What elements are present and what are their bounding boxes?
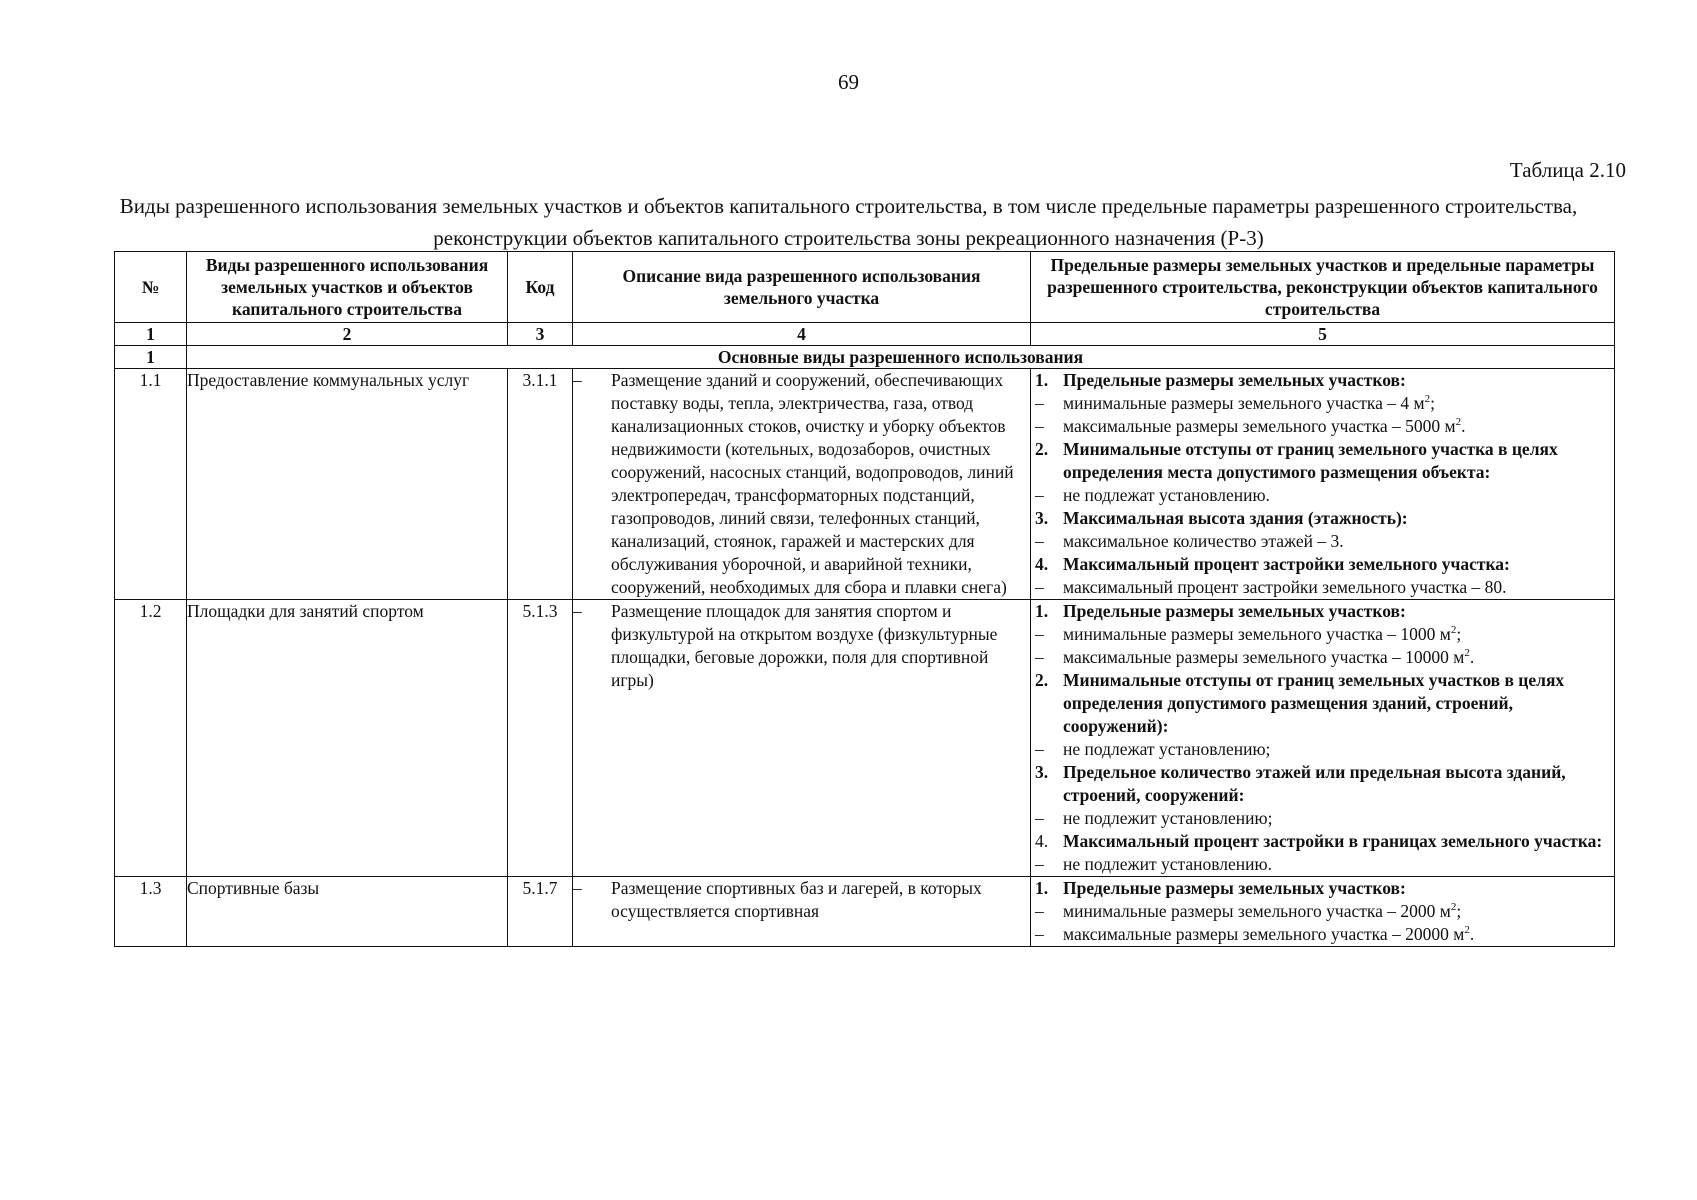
header-num: №	[115, 252, 187, 323]
param-mark: 1.	[1035, 601, 1049, 621]
param-value: не подлежит установлению;	[1063, 808, 1273, 828]
param-heading: Предельные размеры земельных участков:	[1063, 601, 1406, 621]
column-number: 1	[115, 323, 187, 346]
section-title: Основные виды разрешенного использования	[187, 346, 1615, 369]
row-num: 1.2	[115, 600, 187, 877]
param-mark: –	[1035, 577, 1044, 597]
param-value: максимальные размеры земельного участка – 10000 $м^2$.	[1063, 647, 1475, 667]
param-heading: Максимальный процент застройки земельного участка:	[1063, 554, 1510, 574]
table-row	[115, 600, 1615, 877]
dash-marker: –	[573, 370, 582, 390]
param-heading: Максимальный процент застройки в границах земельного участка:	[1063, 831, 1603, 851]
param-value: максимальное количество этажей – 3.	[1063, 531, 1344, 551]
param-mark: 1.	[1035, 370, 1049, 390]
land-use-table	[114, 251, 1615, 947]
section-row	[115, 346, 1615, 369]
table-label: Таблица 2.10	[1509, 158, 1626, 182]
table-header-row	[115, 252, 1615, 323]
row-name: Площадки для занятий спортом	[187, 600, 508, 877]
description-text: Размещение зданий и сооружений, обеспечивающих поставку воды, тепла, электричества, газа, отвод канализационных стоков, очистку и уборку объектов недвижимости (котельных, водозаборов, очистных сооружений, насосных станций, водопроводов, линий электропередач, трансформаторных подстанций, газопроводов, линий связи, телефонных станций, канализаций, стоянок, гаражей и мастерских для обслуживания уборочной, и аварийной техники, сооружений, необходимых для сбора и плавки снега)	[611, 370, 1014, 597]
description-text: Размещение спортивных баз и лагерей, в которых осуществляется спортивная	[611, 878, 982, 921]
header-name: Виды разрешенного использования земельных участков и объектов капитального строительства	[187, 252, 508, 323]
header-params: Предельные размеры земельных участков и предельные параметры разрешенного строительства, реконструкции объектов капитального строительства	[1031, 252, 1615, 323]
column-number: 4	[573, 323, 1031, 346]
param-heading: Минимальные отступы от границ земельных участков в целях определения допустимого размещения зданий, строений, сооружений):	[1063, 670, 1565, 736]
param-value: не подлежит установлению.	[1063, 854, 1272, 874]
row-code: 3.1.1	[508, 369, 573, 600]
section-num: 1	[115, 346, 187, 369]
param-mark: –	[1035, 393, 1044, 413]
param-mark: –	[1035, 647, 1044, 667]
dash-marker: –	[573, 878, 582, 898]
row-description	[573, 877, 1031, 947]
row-params	[1031, 877, 1615, 947]
table-row	[115, 369, 1615, 600]
param-mark: –	[1035, 485, 1044, 505]
row-params	[1031, 600, 1615, 877]
param-mark: 2.	[1035, 439, 1049, 459]
param-mark: 4.	[1035, 831, 1049, 851]
row-description	[573, 369, 1031, 600]
param-value: максимальные размеры земельного участка – 20000 $м^2$.	[1063, 924, 1475, 944]
row-name: Предоставление коммунальных услуг	[187, 369, 508, 600]
row-description	[573, 600, 1031, 877]
column-numbers-row	[115, 323, 1615, 346]
param-mark: –	[1035, 739, 1044, 759]
dash-marker: –	[573, 601, 582, 621]
column-number: 5	[1031, 323, 1615, 346]
table-title: Виды разрешенного использования земельных участков и объектов капитального строительства, в том числе предельные параметры разрешенного строительства, реконструкции объектов капитального строительства зоны рекреационного назначения (Р-3)	[119, 194, 1578, 250]
header-desc: Описание вида разрешенного использования земельного участка	[573, 252, 1031, 323]
column-number: 2	[187, 323, 508, 346]
param-value: максимальный процент застройки земельного участка – 80.	[1063, 577, 1507, 597]
param-value: максимальные размеры земельного участка – 5000 $м^2$.	[1063, 416, 1466, 436]
param-value: минимальные размеры земельного участка – 4 $м^2$;	[1063, 393, 1435, 413]
column-number: 3	[508, 323, 573, 346]
row-params	[1031, 369, 1615, 600]
param-heading: Максимальная высота здания (этажность):	[1063, 508, 1408, 528]
header-code: Код	[508, 252, 573, 323]
param-mark: –	[1035, 416, 1044, 436]
param-heading: Предельные размеры земельных участков:	[1063, 370, 1406, 390]
param-mark: –	[1035, 924, 1044, 944]
param-mark: –	[1035, 531, 1044, 551]
param-value: не подлежат установлению;	[1063, 739, 1271, 759]
param-value: не подлежат установлению.	[1063, 485, 1270, 505]
param-value: минимальные размеры земельного участка – 2000 $м^2$;	[1063, 901, 1462, 921]
param-mark: –	[1035, 808, 1044, 828]
param-heading: Предельное количество этажей или предельная высота зданий, строений, сооружений:	[1063, 762, 1566, 805]
param-mark: 2.	[1035, 670, 1049, 690]
param-mark: –	[1035, 901, 1044, 921]
param-heading: Минимальные отступы от границ земельного участка в целях определения места допустимого размещения объекта:	[1063, 439, 1558, 482]
description-text: Размещение площадок для занятия спортом и физкультурой на открытом воздухе (физкультурные площадки, беговые дорожки, поля для спортивной игры)	[611, 601, 998, 690]
param-heading: Предельные размеры земельных участков:	[1063, 878, 1406, 898]
row-code: 5.1.7	[508, 877, 573, 947]
param-mark: 4.	[1035, 554, 1049, 574]
row-code: 5.1.3	[508, 600, 573, 877]
table-row	[115, 877, 1615, 947]
param-mark: 3.	[1035, 508, 1049, 528]
param-mark: 3.	[1035, 762, 1049, 782]
page-number: 69	[838, 70, 859, 94]
param-mark: –	[1035, 624, 1044, 644]
row-num: 1.1	[115, 369, 187, 600]
param-mark: 1.	[1035, 878, 1049, 898]
row-name: Спортивные базы	[187, 877, 508, 947]
row-num: 1.3	[115, 877, 187, 947]
param-value: минимальные размеры земельного участка – 1000 $м^2$;	[1063, 624, 1462, 644]
param-mark: –	[1035, 854, 1044, 874]
